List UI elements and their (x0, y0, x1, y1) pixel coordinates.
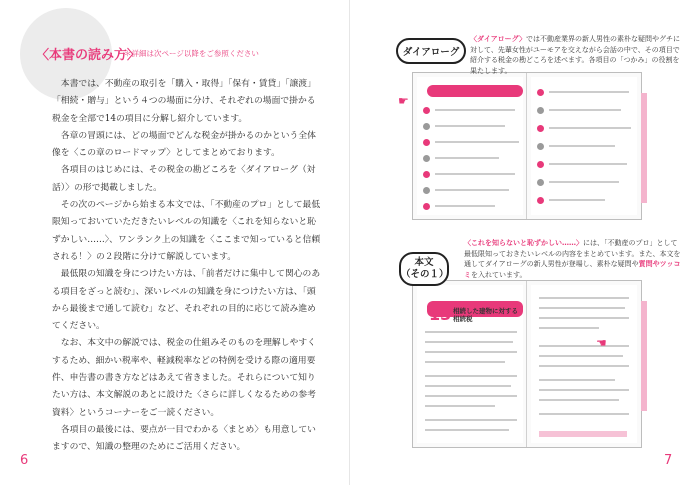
sample-page-left (417, 285, 523, 443)
title-note: ＊詳細は次ページ以降をご参照ください (124, 49, 259, 58)
text-line (435, 109, 515, 111)
main-callout-text-b: を入れています。 (471, 270, 527, 279)
text-line (425, 361, 505, 363)
speaker-icon (537, 161, 544, 168)
main-callout-highlight: 〈これを知らないと恥ずかしい……〉 (464, 239, 583, 247)
text-line (539, 399, 619, 401)
speaker-icon (423, 203, 430, 210)
text-line (549, 199, 605, 201)
pointing-hand-icon: ☛ (398, 94, 409, 108)
text-line (425, 419, 517, 421)
text-line (425, 375, 517, 377)
dialogue-callout-text: では不動産業界の新人男性の素朴な疑問やグチに対して、先輩女性がユーモアを交えながら会話の中で、その項目で紹介する税金の勘どころを述べます。各項目の「つかみ」の役割を果たします。 (470, 35, 680, 75)
sample-gutter (526, 73, 527, 219)
text-line (539, 355, 623, 357)
text-line (435, 173, 515, 175)
text-line (549, 163, 627, 165)
speaker-icon (537, 125, 544, 132)
text-line (435, 157, 499, 159)
main-callout-text-a: には、「不動産のプロ」として最低限知っておきたいレベルの内容をまとめています。また、本文を通してダイアローグの新人男性が登場し、素朴な疑問や (464, 239, 681, 268)
speaker-icon (423, 187, 430, 194)
paragraph-2: 各章の冒頭には、どの場面でどんな税金が掛かるのかという全体像を〈この章のロードマップ〉としてまとめております。 (52, 130, 316, 159)
text-line (539, 365, 629, 367)
text-line (425, 351, 517, 353)
text-line (539, 317, 629, 319)
speaker-icon (423, 171, 430, 178)
paragraph-4: その次のページから始まる本文では、「不動産のプロ」として最低限知っておいていただきたいレベルの知識を〈これを知らないと恥ずかしい……〉、ワンランク上の知識を〈ここまで知っていると信頼される！〉の２段階に分けて解説しています。 (52, 200, 321, 262)
sample-page-right (531, 285, 637, 443)
paragraph-5: 最低限の知識を身につけたい方は、「前者だけに集中して関心のある項目をざっと読む」、深いレベルの知識を身につけたい方は、「頭から最後まで通して読む」など、それぞれの目的に応じて読み進めてください。 (52, 269, 321, 332)
page-number-left: 6 (20, 453, 29, 468)
dialogue-callout-highlight: 〈ダイアローグ〉 (470, 35, 526, 43)
speaker-icon (423, 123, 430, 130)
speaker-icon (537, 179, 544, 186)
text-line (425, 341, 513, 343)
page-edge-tab (641, 301, 647, 411)
text-line (435, 125, 505, 127)
text-line (549, 181, 619, 183)
main-text-tag-line2: （その１） (401, 269, 449, 280)
speaker-icon (537, 89, 544, 96)
paragraph-1: 本書では、不動産の取引を「購入・取得」「保有・賃貸」「譲渡」「相続・贈与」という４つの場面に分け、それぞれの場面で掛かる税金を全部で14の項目に分解し紹介しています。 (52, 79, 316, 124)
text-line (435, 141, 519, 143)
body-text (52, 76, 324, 457)
text-line (539, 379, 615, 381)
main-text-callout (464, 238, 682, 280)
text-line (549, 91, 629, 93)
dialogue-sample-spread (412, 72, 642, 220)
text-line (549, 109, 621, 111)
main-text-tag (399, 252, 449, 286)
text-line (539, 389, 629, 391)
text-line (425, 429, 509, 431)
paragraph-7: 各項目の最後には、要点が一目でわかる〈まとめ〉も用意していますので、知識の整理のためにご活用ください。 (52, 424, 316, 453)
book-spine (349, 0, 350, 485)
text-line (549, 127, 631, 129)
sample-section-title: 相続した建物に対する相続税 (453, 307, 518, 323)
summary-highlight-bar (539, 431, 627, 437)
sample-gutter (526, 281, 527, 447)
speaker-icon (423, 155, 430, 162)
page-title: 〈本書の読み方〉 (36, 48, 141, 63)
sample-page-left (417, 77, 523, 215)
dialogue-tag: ダイアローグ (396, 38, 466, 64)
text-line (435, 189, 509, 191)
page-number-right: 7 (664, 453, 673, 468)
paragraph-6: なお、本文中の解説では、税金の仕組みそのものを理解しやすくするため、細かい税率や、軽減税率などの特例を受ける際の適用要件、申告書の書き方などはあえて省きました。それらについて知りたい方は、本文解説のあとに設けた〈さらに詳しくなるための参考資料〉というコーナーをご一読ください。 (52, 338, 316, 418)
text-line (425, 395, 517, 397)
text-line (425, 405, 495, 407)
speaker-icon (537, 107, 544, 114)
page-edge-tab (641, 93, 647, 203)
speaker-icon (537, 143, 544, 150)
text-line (549, 145, 615, 147)
text-line (539, 297, 629, 299)
text-line (425, 385, 511, 387)
main-text-sample-spread (412, 280, 642, 448)
pointing-hand-icon: ☚ (596, 336, 607, 350)
sample-section-number: 13 (429, 305, 452, 324)
speaker-icon (423, 107, 430, 114)
main-text-tag-line1: 本文 (414, 257, 434, 268)
text-line (435, 205, 495, 207)
text-line (425, 331, 517, 333)
speaker-icon (423, 139, 430, 146)
sample-page-right (531, 77, 637, 215)
sample-heading-bar (427, 85, 523, 97)
speaker-icon (537, 197, 544, 204)
paragraph-3: 各項目のはじめには、その税金の勘どころを〈ダイアローグ（対話）〉の形で掲載しました。 (52, 165, 316, 193)
text-line (539, 307, 625, 309)
text-line (539, 413, 629, 415)
text-line (539, 345, 629, 347)
text-line (539, 327, 599, 329)
main-callout-highlight2: 質問やツッコミ (464, 260, 681, 279)
dialogue-callout (470, 34, 684, 76)
